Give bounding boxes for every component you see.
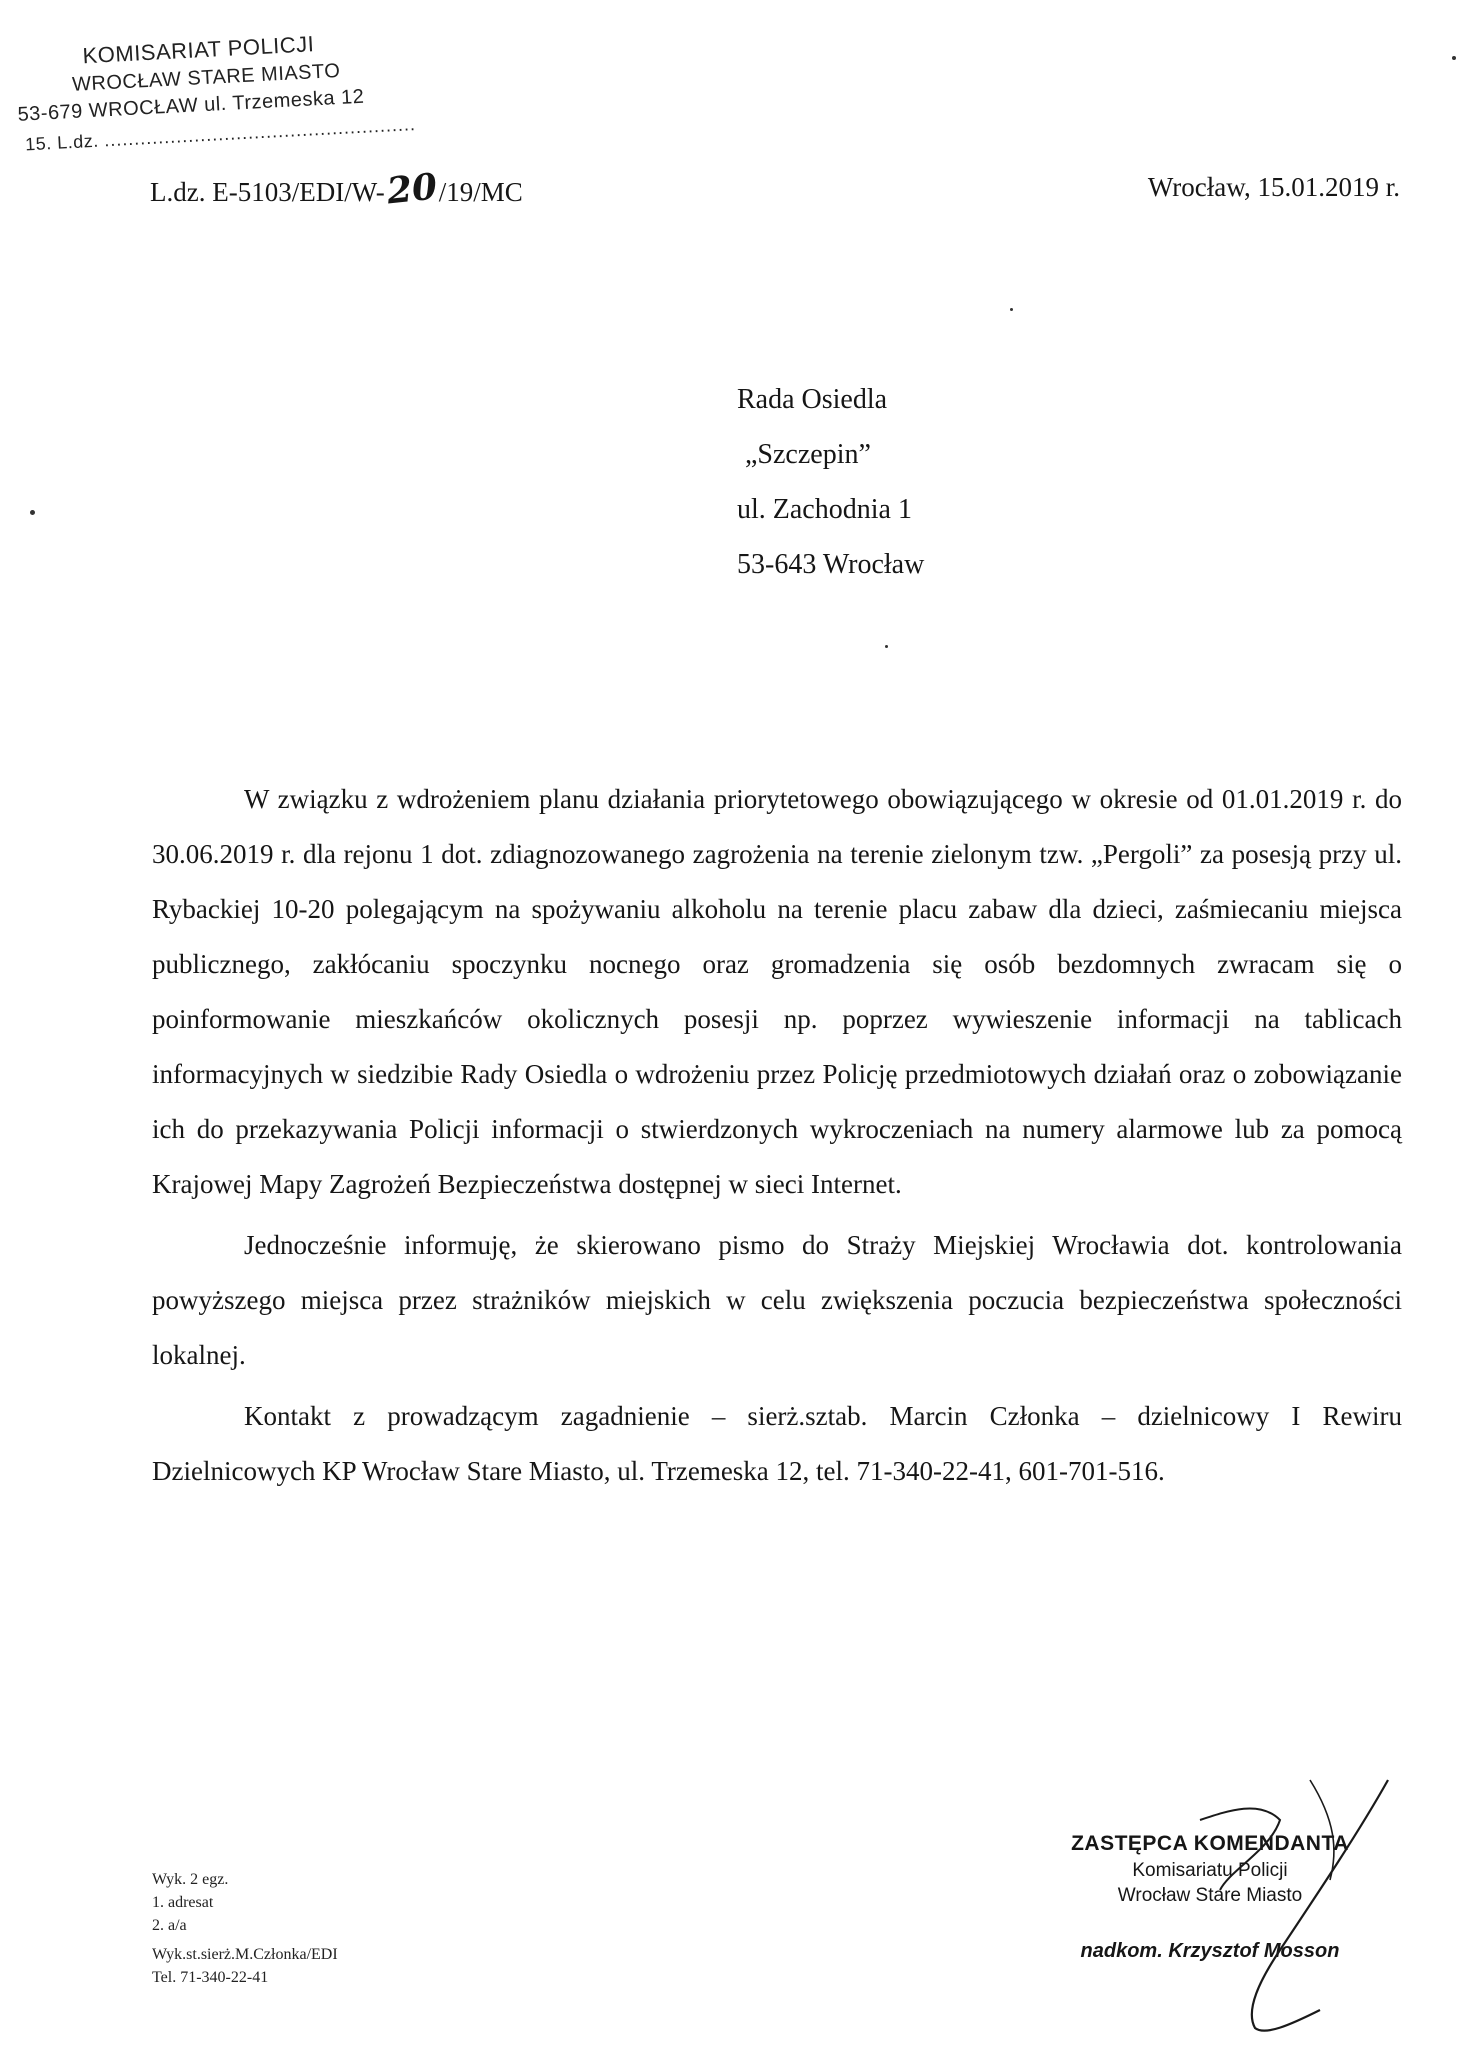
scan-speck — [1452, 56, 1456, 60]
addressee-line: Rada Osiedla — [737, 384, 888, 415]
scan-speck — [885, 645, 888, 648]
place-date: Wrocław, 15.01.2019 r. — [1147, 172, 1400, 202]
stamp-line-1: KOMISARIAT POLICJI — [81, 31, 315, 69]
addressee-line: „Szczepin” — [745, 439, 871, 470]
footer-line: 2. a/a — [152, 1917, 187, 1934]
footer-line: Wyk. 2 egz. — [152, 1871, 229, 1888]
signature-name: nadkom. Krzysztof Mosson — [1080, 1940, 1340, 1962]
addressee-block — [737, 372, 924, 592]
reference-suffix: /19/MC — [438, 177, 523, 207]
reference-handwritten-number: 20 — [384, 165, 439, 213]
reference-number — [150, 165, 523, 213]
footer-note — [152, 1868, 338, 1989]
footer-line: Tel. 71-340-22-41 — [152, 1969, 269, 1986]
scan-speck — [30, 510, 35, 515]
addressee-line: ul. Zachodnia 1 — [737, 494, 912, 525]
body-paragraph: Kontakt z prowadzącym zagadnienie – sierż.sztab. Marcin Członka – dzielnicowy I Rewiru Dzielnicowych KP Wrocław Stare Miasto, ul. Trzemeska 12, tel. 71-340-22-41, 601-701-516. — [152, 1401, 1402, 1486]
reference-prefix: L.dz. E-5103/EDI/W- — [150, 177, 385, 207]
stamp-line-2: WROCŁAW STARE MIASTO — [71, 59, 341, 96]
addressee-line: 53-643 Wrocław — [737, 549, 925, 580]
signature-line-1: Komisariatu Policji — [1132, 1860, 1288, 1881]
signature-title: ZASTĘPCA KOMENDANTA — [1071, 1832, 1349, 1855]
footer-line: 1. adresat — [152, 1894, 214, 1911]
signature-line-2: Wrocław Stare Miasto — [1117, 1885, 1303, 1906]
office-stamp — [17, 26, 417, 155]
stamp-ldz-dots: .................................................... — [103, 114, 417, 151]
footer-line: Wyk.st.sierż.M.Członka/EDI — [152, 1946, 338, 1963]
scan-speck — [1010, 308, 1013, 311]
stamp-ldz-label: 15. L.dz. — [24, 130, 100, 155]
stamp-line-3: 53-679 WROCŁAW ul. Trzemeska 12 — [17, 85, 365, 126]
letter-body — [152, 772, 1402, 1499]
body-paragraph: W związku z wdrożeniem planu działania priorytetowego obowiązującego w okresie od 01.01.2019 r. do 30.06.2019 r. dla rejonu 1 dot. zdiagnozowanego zagrożenia na terenie zielonym tzw. „Pergoli” za posesją przy ul. Rybackiej 10-20 polegającym na spożywaniu alkoholu na terenie placu zabaw dla dzieci, zaśmiecaniu miejsca publicznego, zakłócaniu spoczynku nocnego oraz gromadzenia się osób bezdomnych zwracam się o poinformowanie mieszkańców okolicznych posesji np. poprzez wywieszenie informacji na tablicach informacyjnych w siedzibie Rady Osiedla o wdrożeniu przez Policję przedmiotowych działań oraz o zobowiązanie ich do przekazywania Policji informacji o stwierdzonych wykroczeniach na numery alarmowe lub za pomocą Krajowej Mapy Zagrożeń Bezpieczeństwa dostępnej w sieci Internet. — [152, 784, 1402, 1199]
body-paragraph: Jednocześnie informuję, że skierowano pismo do Straży Miejskiej Wrocławia dot. kontrolowania powyższego miejsca przez strażników miejskich w celu zwiększenia poczucia bezpieczeństwa społeczności lokalnej. — [152, 1230, 1402, 1370]
handwritten-signature-icon — [1160, 1760, 1400, 2040]
